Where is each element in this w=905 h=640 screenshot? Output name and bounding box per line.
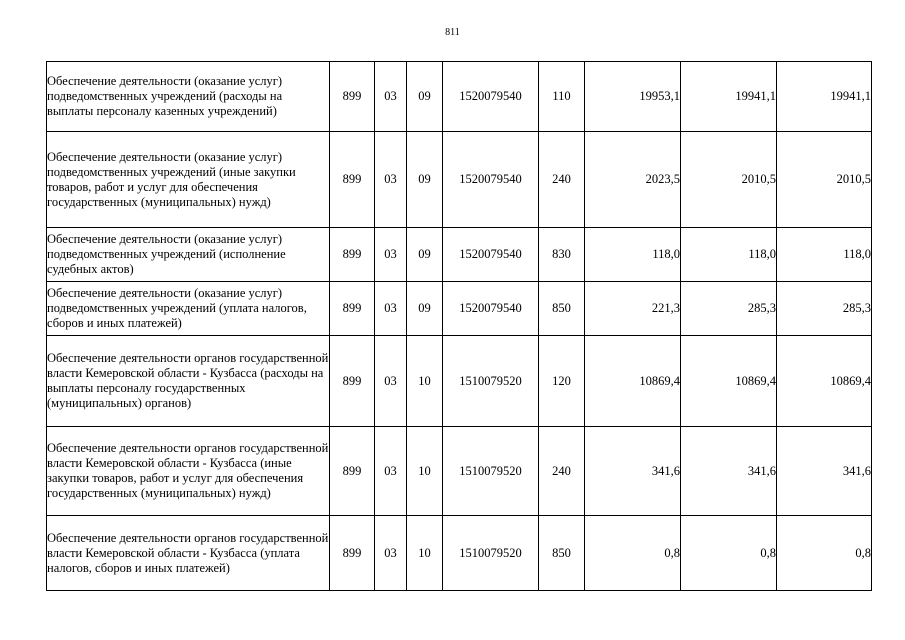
ministry-code: 899 [330,516,375,591]
amount-3: 2010,5 [777,132,872,228]
subsection-code: 09 [407,132,443,228]
amount-2: 2010,5 [681,132,777,228]
subsection-code: 09 [407,282,443,336]
target-article-code: 1520079540 [443,62,539,132]
amount-3: 10869,4 [777,336,872,427]
ministry-code: 899 [330,62,375,132]
section-code: 03 [375,282,407,336]
ministry-code: 899 [330,132,375,228]
amount-3: 341,6 [777,427,872,516]
row-description: Обеспечение деятельности органов государственной власти Кемеровской области - Кузбасса (уплата налогов, сборов и иных платежей) [47,516,330,591]
subsection-code: 09 [407,228,443,282]
expense-type-code: 240 [539,427,585,516]
expense-type-code: 850 [539,516,585,591]
amount-2: 19941,1 [681,62,777,132]
ministry-code: 899 [330,427,375,516]
amount-1: 221,3 [585,282,681,336]
row-description: Обеспечение деятельности (оказание услуг) подведомственных учреждений (расходы на выплаты персоналу казенных учреждений) [47,62,330,132]
amount-3: 19941,1 [777,62,872,132]
table-row [47,132,872,228]
subsection-code: 10 [407,427,443,516]
target-article-code: 1520079540 [443,132,539,228]
subsection-code: 10 [407,516,443,591]
row-description: Обеспечение деятельности органов государственной власти Кемеровской области - Кузбасса (расходы на выплаты персоналу государственных (муниципальных) органов) [47,336,330,427]
target-article-code: 1510079520 [443,336,539,427]
subsection-code: 10 [407,336,443,427]
amount-1: 19953,1 [585,62,681,132]
page-number: 811 [445,27,460,38]
expense-type-code: 120 [539,336,585,427]
amount-1: 2023,5 [585,132,681,228]
expense-type-code: 240 [539,132,585,228]
ministry-code: 899 [330,228,375,282]
row-description: Обеспечение деятельности органов государственной власти Кемеровской области - Кузбасса (иные закупки товаров, работ и услуг для обеспечения государственных (муниципальных) нужд) [47,427,330,516]
expense-type-code: 110 [539,62,585,132]
target-article-code: 1510079520 [443,427,539,516]
expense-type-code: 830 [539,228,585,282]
section-code: 03 [375,427,407,516]
target-article-code: 1520079540 [443,282,539,336]
table-row [47,228,872,282]
table-row [47,282,872,336]
budget-table [46,61,872,591]
amount-1: 118,0 [585,228,681,282]
amount-1: 341,6 [585,427,681,516]
section-code: 03 [375,336,407,427]
amount-1: 10869,4 [585,336,681,427]
subsection-code: 09 [407,62,443,132]
amount-2: 341,6 [681,427,777,516]
table-row [47,336,872,427]
amount-1: 0,8 [585,516,681,591]
target-article-code: 1510079520 [443,516,539,591]
row-description: Обеспечение деятельности (оказание услуг) подведомственных учреждений (уплата налогов, сборов и иных платежей) [47,282,330,336]
row-description: Обеспечение деятельности (оказание услуг) подведомственных учреждений (иные закупки товаров, работ и услуг для обеспечения государственных (муниципальных) нужд) [47,132,330,228]
amount-3: 0,8 [777,516,872,591]
table-row [47,62,872,132]
section-code: 03 [375,62,407,132]
amount-2: 285,3 [681,282,777,336]
amount-3: 285,3 [777,282,872,336]
amount-2: 118,0 [681,228,777,282]
expense-type-code: 850 [539,282,585,336]
amount-3: 118,0 [777,228,872,282]
amount-2: 10869,4 [681,336,777,427]
section-code: 03 [375,132,407,228]
ministry-code: 899 [330,282,375,336]
target-article-code: 1520079540 [443,228,539,282]
amount-2: 0,8 [681,516,777,591]
table-row [47,427,872,516]
section-code: 03 [375,228,407,282]
section-code: 03 [375,516,407,591]
ministry-code: 899 [330,336,375,427]
table-row [47,516,872,591]
row-description: Обеспечение деятельности (оказание услуг) подведомственных учреждений (исполнение судебных актов) [47,228,330,282]
